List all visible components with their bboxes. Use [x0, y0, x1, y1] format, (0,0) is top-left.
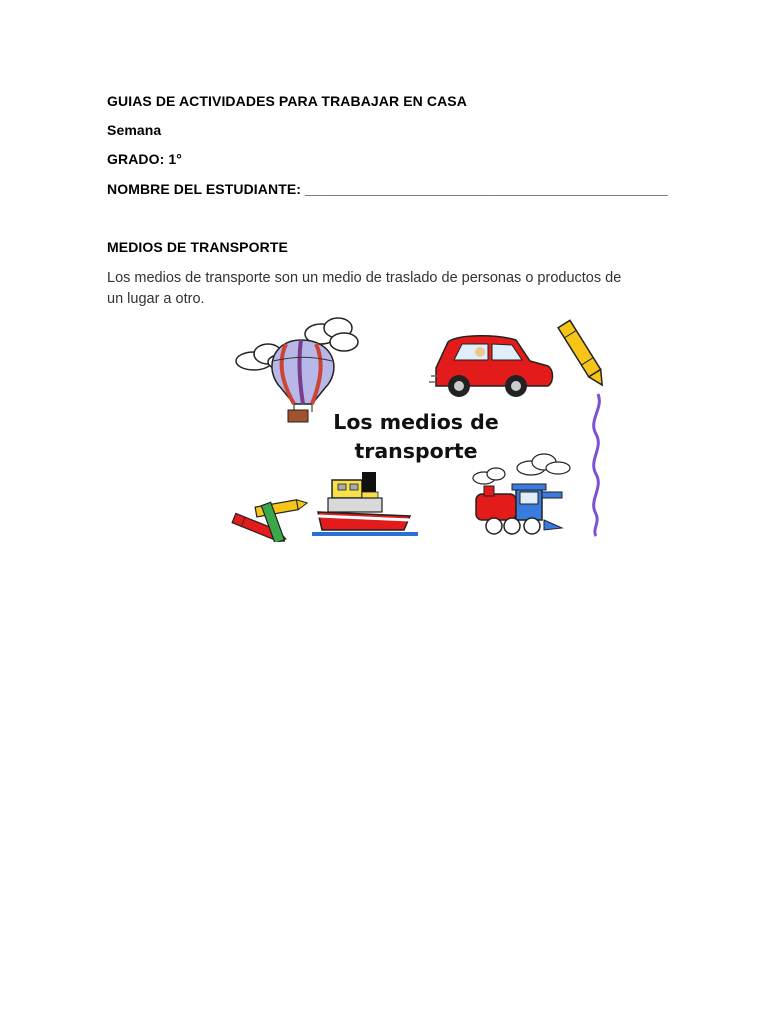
illustration-title-line-2: transporte [354, 439, 478, 463]
transport-illustration [226, 316, 606, 542]
student-name-label: NOMBRE DEL ESTUDIANTE: ______________________________________________ [107, 181, 668, 197]
paragraph-line-1: Los medios de transporte son un medio de traslado de personas o productos de [107, 270, 622, 286]
illustration-title-line-1: Los medios de [333, 410, 499, 434]
wavy-line-icon [594, 394, 600, 536]
document-title: GUIAS DE ACTIVIDADES PARA TRABAJAR EN CASA [107, 93, 467, 109]
section-paragraph [107, 268, 652, 310]
grade-label: GRADO: 1° [107, 151, 182, 167]
paragraph-line-2: un lugar a otro. [107, 291, 205, 307]
week-label: Semana [107, 122, 162, 138]
section-heading: MEDIOS DE TRANSPORTE [107, 239, 288, 255]
